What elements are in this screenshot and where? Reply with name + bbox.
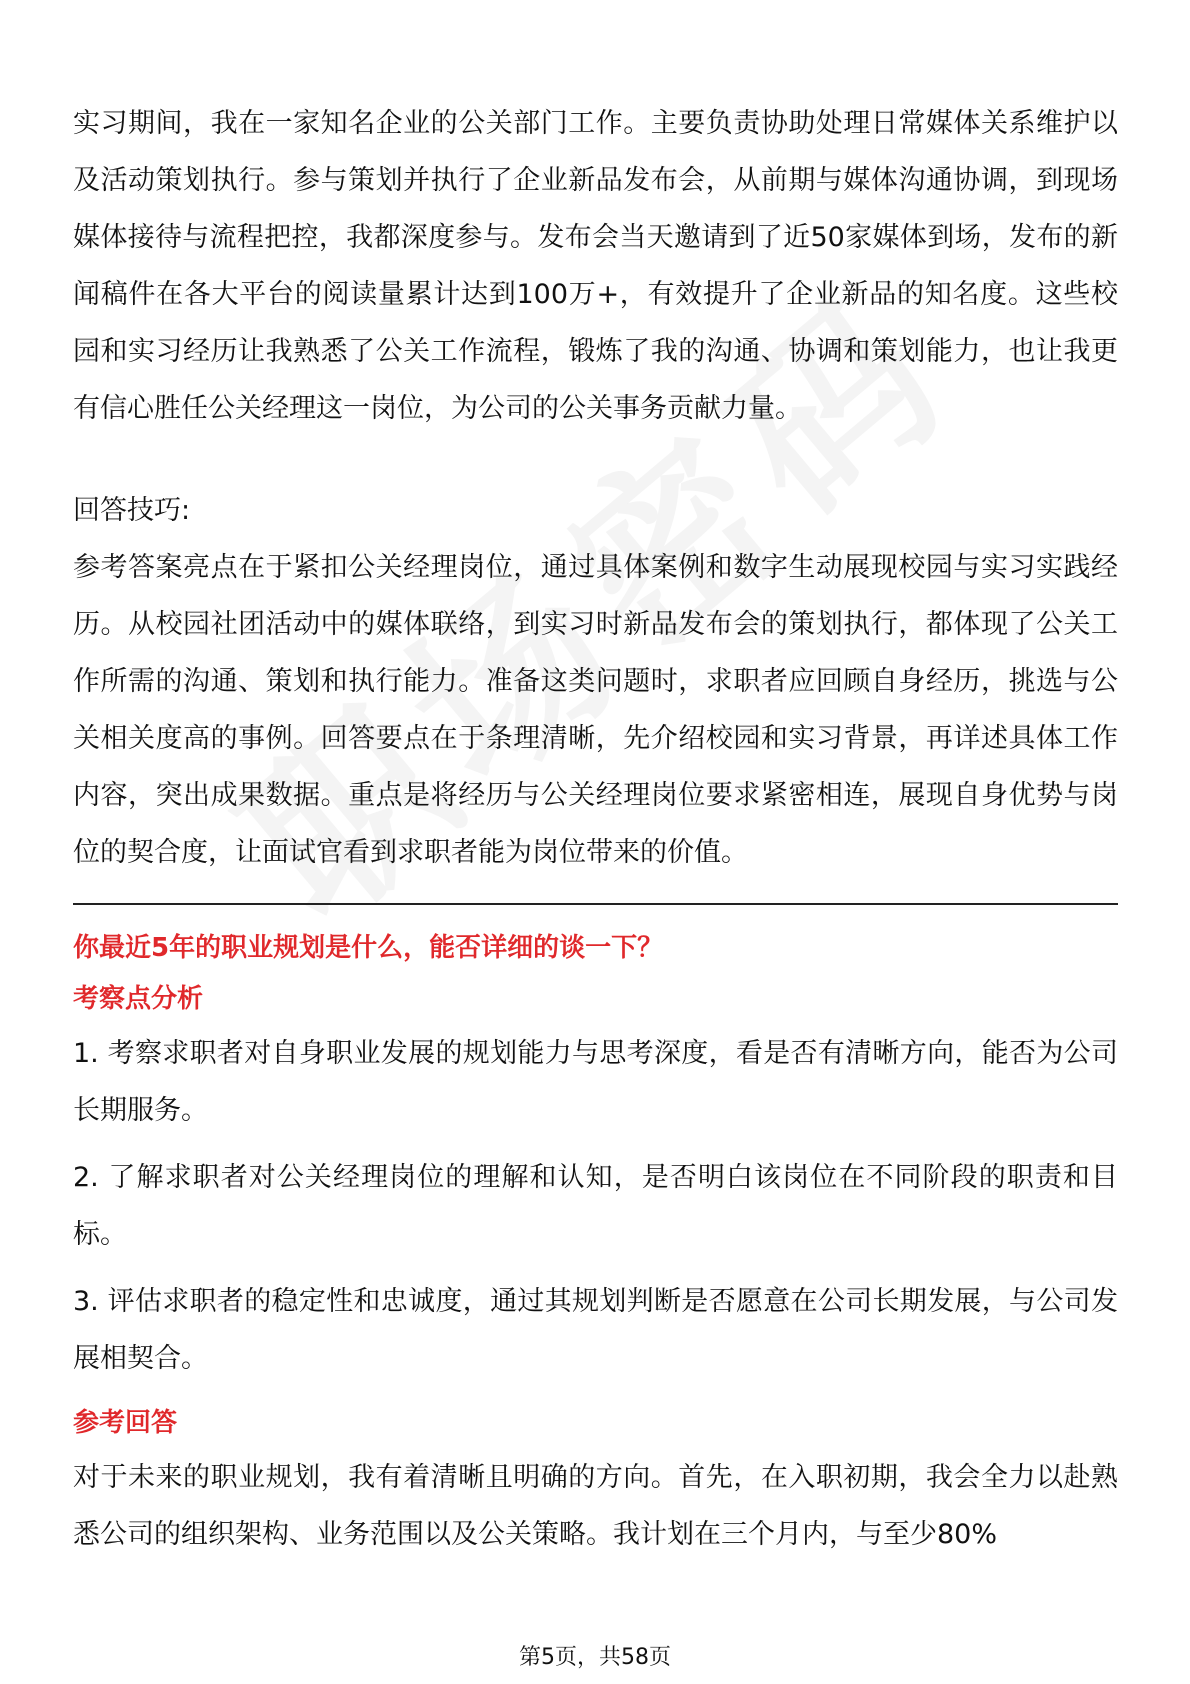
analysis-title: 考察点分析	[73, 984, 204, 1014]
analysis-item: 1. 考察求职者对自身职业发展的规划能力与思考深度，看是否有清晰方向，能否为公司长期服务。	[73, 1038, 1118, 1126]
intro-paragraph: 实习期间，我在一家知名企业的公关部门工作。主要负责协助处理日常媒体关系维护以及活动策划执行。参与策划并执行了企业新品发布会，从前期与媒体沟通协调，到现场媒体接待与流程把控，我都深度参与。发布会当天邀请到了近50家媒体到场，发布的新闻稿件在各大平台的阅读量累计达到100万+，有效提升了企业新品的知名度。这些校园和实习经历让我熟悉了公关工作流程，锻炼了我的沟通、协调和策划能力，也让我更有信心胜任公关经理这一岗位，为公司的公关事务贡献力量。	[73, 108, 1118, 424]
analysis-item: 2. 了解求职者对公关经理岗位的理解和认知，是否明白该岗位在不同阶段的职责和目标。	[73, 1162, 1118, 1250]
page-footer: 第5页，共58页	[519, 1645, 671, 1670]
section-divider	[73, 903, 1118, 905]
spacer	[73, 437, 1118, 482]
answer-paragraph: 对于未来的职业规划，我有着清晰且明确的方向。首先，在入职初期，我会全力以赴熟悉公司的组织架构、业务范围以及公关策略。我计划在三个月内，与至少80%	[73, 1462, 1118, 1550]
tips-title: 回答技巧:	[73, 495, 191, 526]
analysis-item: 3. 评估求职者的稳定性和忠诚度，通过其规划判断是否愿意在公司长期发展，与公司发展相契合。	[73, 1286, 1118, 1374]
answer-title: 参考回答	[73, 1408, 178, 1438]
tips-paragraph: 参考答案亮点在于紧扣公关经理岗位，通过具体案例和数字生动展现校园与实习实践经历。从校园社团活动中的媒体联络，到实习时新品发布会的策划执行，都体现了公关工作所需的沟通、策划和执行能力。准备这类问题时，求职者应回顾自身经历，挑选与公关相关度高的事例。回答要点在于条理清晰，先介绍校园和实习背景，再详述具体工作内容，突出成果数据。重点是将经历与公关经理岗位要求紧密相连，展现自身优势与岗位的契合度，让面试官看到求职者能为岗位带来的价值。	[73, 552, 1118, 868]
question-title: 你最近5年的职业规划是什么，能否详细的谈一下？	[73, 933, 664, 963]
page-content	[73, 95, 1118, 1563]
